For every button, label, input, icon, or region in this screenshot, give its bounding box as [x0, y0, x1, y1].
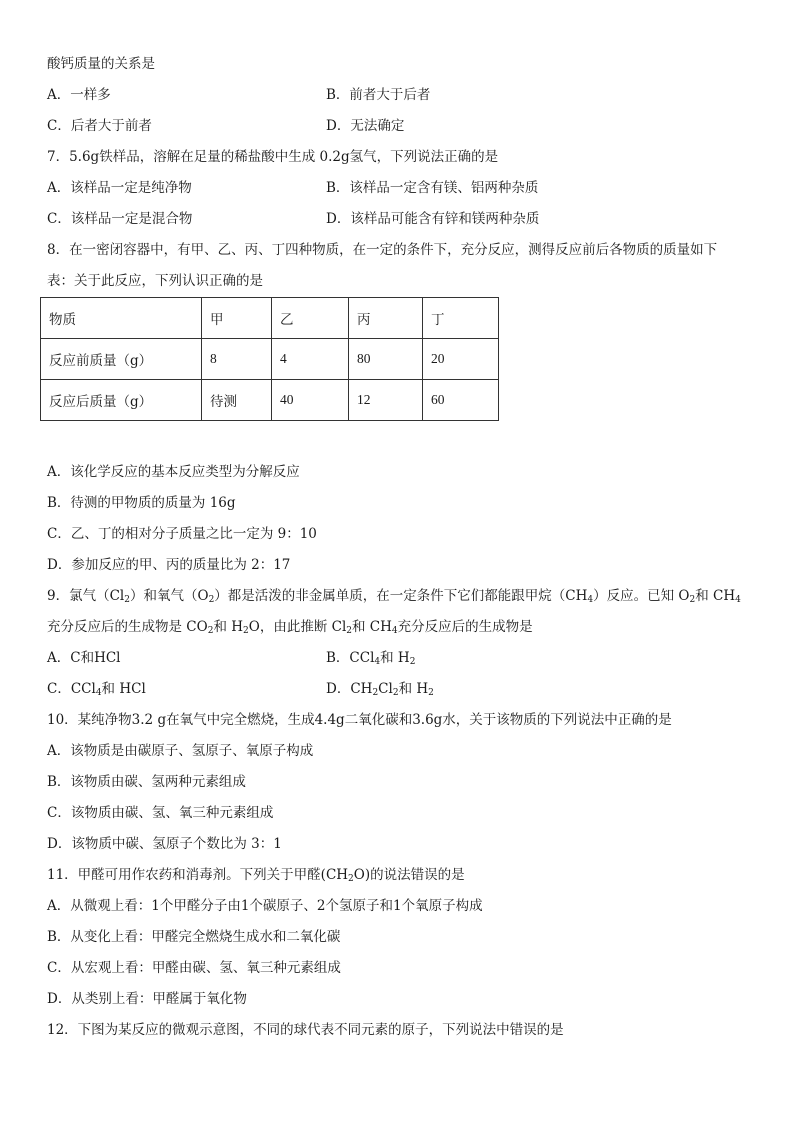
q11-stem: 11．甲醛可用作农药和消毒剂。下列关于甲醛$(CH_2O)$的说法错误的是 — [47, 867, 465, 884]
q10-option-d: D．该物质中碳、氢原子个数比为 3：1 — [47, 836, 282, 852]
q10-stem: 10．某纯净物3.2 g在氧气中完全燃烧，生成4.4g二氧化碳和3.6g水，关于该物质的下列说法中正确的是 — [47, 712, 672, 728]
q7-option-b: B．该样品一定含有镁、铝两种杂质 — [326, 180, 539, 196]
q7-option-c: C．该样品一定是混合物 — [47, 211, 193, 227]
table-cell: 80 — [349, 339, 423, 380]
table-cell: 丙 — [349, 298, 423, 339]
q6-option-b: B．前者大于后者 — [326, 87, 431, 103]
q9-option-b: B．CCl$_4$和 $H_2$ — [326, 650, 416, 667]
q6-option-a: A．一样多 — [47, 87, 111, 103]
table-cell: 丁 — [423, 298, 499, 339]
table-cell: 20 — [423, 339, 499, 380]
q7-option-d: D．该样品可能含有锌和镁两种杂质 — [326, 211, 540, 227]
q6-stem-tail: 酸钙质量的关系是 — [47, 56, 155, 72]
table-row — [41, 339, 499, 380]
q12-stem: 12．下图为某反应的微观示意图，不同的球代表不同元素的原子，下列说法中错误的是 — [47, 1022, 564, 1038]
q11-option-c: C．从宏观上看：甲醛由碳、氢、氧三种元素组成 — [47, 960, 341, 976]
table-row — [41, 380, 499, 421]
table-cell: 4 — [272, 339, 349, 380]
table-cell: 60 — [423, 380, 499, 421]
q11-option-a: A．从微观上看：1个甲醛分子由1个碳原子、2个氢原子和1个氧原子构成 — [47, 898, 483, 914]
q8-stem-line2: 表：关于此反应，下列认识正确的是 — [47, 273, 263, 289]
table-cell: 40 — [272, 380, 349, 421]
q9-option-d: D．$CH_2Cl_2$和 $H_2$ — [326, 681, 434, 698]
q6-option-d: D．无法确定 — [326, 118, 405, 134]
q8-option-c: C．乙、丁的相对分子质量之比一定为 9：10 — [47, 526, 317, 542]
table-cell: 乙 — [272, 298, 349, 339]
q6-option-c: C．后者大于前者 — [47, 118, 152, 134]
q8-option-d: D．参加反应的甲、丙的质量比为 2：17 — [47, 557, 291, 573]
table-header-row — [41, 298, 499, 339]
q8-stem-line1: 8．在一密闭容器中，有甲、乙、丙、丁四种物质，在一定的条件下，充分反应，测得反应前后各物质的质量如下 — [47, 242, 718, 258]
table-cell: 反应后质量（g） — [41, 380, 202, 421]
q7-option-a: A．该样品一定是纯净物 — [47, 180, 192, 196]
q9-option-a: A．C和HCl — [47, 650, 121, 666]
q8-option-a: A．该化学反应的基本反应类型为分解反应 — [47, 464, 300, 480]
table-cell: 待测 — [202, 380, 272, 421]
q10-option-a: A．该物质是由碳原子、氢原子、氧原子构成 — [47, 743, 314, 759]
q9-stem-line2: 充分反应后的生成物是 $CO_2$和 $H_2O$，由此推断 $Cl_2$和 $CH_4$充分反应后的生成物是 — [47, 619, 533, 636]
q8-table — [40, 297, 499, 421]
table-cell: 甲 — [202, 298, 272, 339]
table-cell: 反应前质量（g） — [41, 339, 202, 380]
q11-option-b: B．从变化上看：甲醛完全燃烧生成水和二氧化碳 — [47, 929, 341, 945]
table-cell: 物质 — [41, 298, 202, 339]
q7-stem: 7．5.6g铁样品，溶解在足量的稀盐酸中生成 0.2g氢气，下列说法正确的是 — [47, 149, 499, 165]
table-cell: 8 — [202, 339, 272, 380]
q10-option-c: C．该物质由碳、氢、氧三种元素组成 — [47, 805, 274, 821]
q10-option-b: B．该物质由碳、氢两种元素组成 — [47, 774, 246, 790]
table-cell: 12 — [349, 380, 423, 421]
q9-stem-line1: 9．氯气$(Cl_2)$和氧气$(O_2)$都是活泼的非金属单质，在一定条件下它们都能跟甲烷$(CH_4)$反应。已知 $O_2$和 $CH_4$ — [47, 588, 741, 605]
q11-option-d: D．从类别上看：甲醛属于氧化物 — [47, 991, 247, 1007]
q9-option-c: C．CCl$_4$和 HCl — [47, 681, 146, 698]
q8-option-b: B．待测的甲物质的质量为 16g — [47, 495, 236, 511]
